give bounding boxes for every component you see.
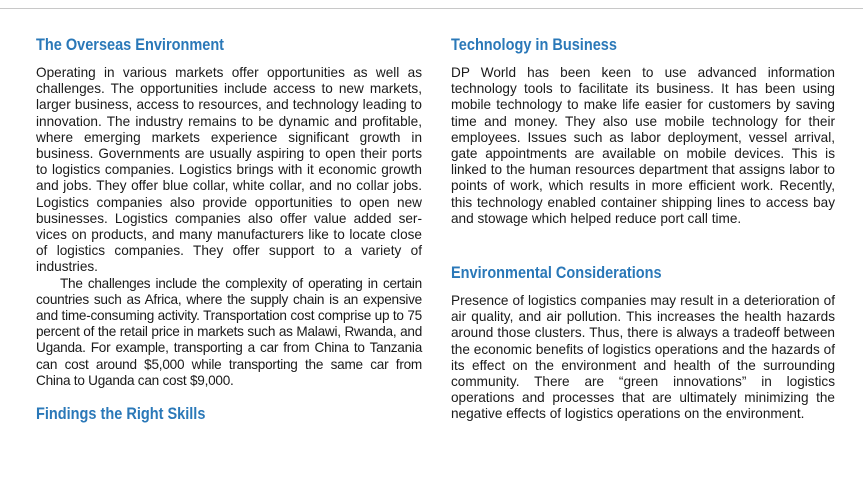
environment-paragraph: Presence of logistics companies may result in a deterioration of air quality, and air pollution. This increases the health hazards around those clusters. Thus, there is always a tradeoff between the economic benefits of logistics operations and the hazards of its effect on the environment and health of the surrounding community. There are “green innovations” in logistics operations and processes that are ultimately minimizing the negative effects of logistics operations on the environment.	[451, 293, 835, 422]
overseas-heading: The Overseas Environment	[36, 36, 225, 54]
right-column	[451, 34, 835, 423]
technology-paragraph: DP World has been keen to use advanced information technology tools to facilitate its business. It has been using mobile technology to make life easier for customers by saving time and money. They also use mobile technology for their employees. Issues such as labor deployment, vessel arrival, gate appointments are available on mobile devices. This is linked to the human resources department that assigns labor to points of work, which results in more efficient work. Recently, this technology enabled container shipping lines to access bay and stowage which helped reduce port call time.	[451, 65, 835, 226]
overseas-paragraph-2: The challenges include the complexity of operating in certain countries such as Africa, where the supply chain is an expensive and time-consuming activity. Transportation cost comprise up to 75 percent of the retail price in markets such as Malawi, Rwanda, and Uganda. For example, transporting a car from China to Tanzania can cost around $5,000 while transporting the same car from China to Uganda can cost $9,000.	[36, 275, 422, 388]
skills-heading: Findings the Right Skills	[36, 405, 206, 424]
left-column	[36, 34, 422, 425]
technology-heading: Technology in Business	[451, 36, 617, 54]
environment-heading: Environmental Considerations	[451, 264, 662, 283]
top-divider	[0, 8, 863, 9]
overseas-paragraph-1: Operating in various markets offer opportunities as well as challenges. The opportunities include access to new markets, larger business, access to resources, and technology leading to innovation. The industry remains to be dynamic and profitable, where emerging markets experience significant growth in business. Governments are usually aspiring to open their ports to logistics companies. Logistics brings with it economic growth and jobs. They offer blue collar, white collar, and no collar jobs. Logistics companies also provide opportunities to open new businesses. Logistics companies also offer value added services on products, and many manufacturers like to locate close of logistics companies. They offer support to a variety of industries.	[36, 65, 422, 275]
